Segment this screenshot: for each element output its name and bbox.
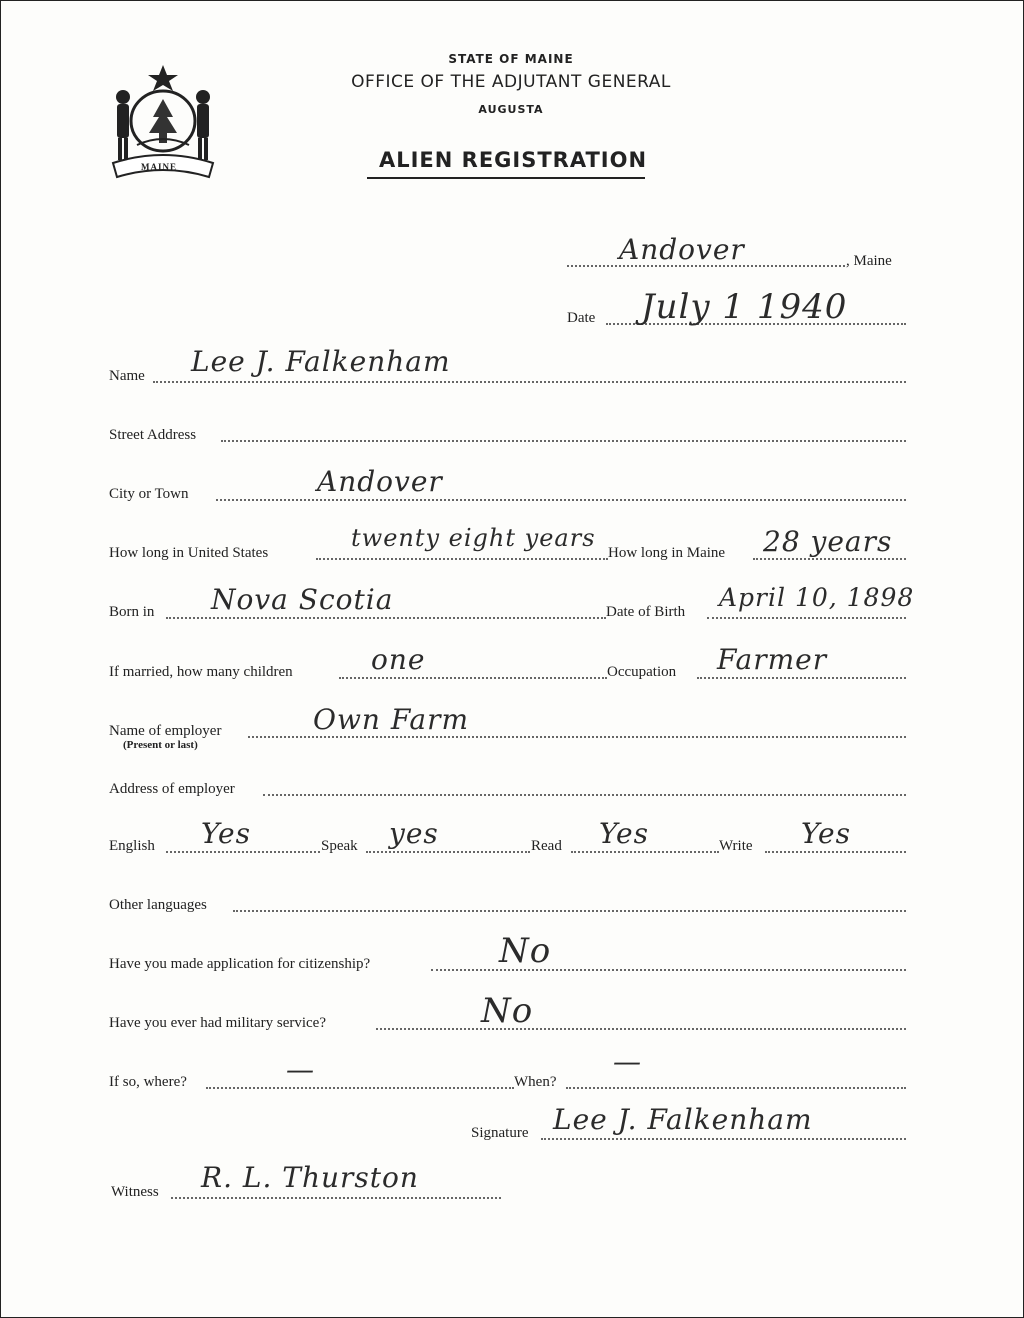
- date-of-birth-label: Date of Birth: [606, 604, 686, 620]
- date-label: Date: [567, 310, 596, 326]
- how-long-us-line: [316, 558, 608, 560]
- employer-address-label: Address of employer: [109, 781, 235, 797]
- seal-banner-text: MAINE: [141, 162, 177, 172]
- military-line: [376, 1028, 906, 1030]
- employer-label: Name of employer: [109, 723, 222, 739]
- witness-line: [171, 1197, 501, 1199]
- maine-label: , Maine: [846, 253, 892, 269]
- form-title: ALIEN REGISTRATION: [378, 148, 648, 172]
- write-value[interactable]: Yes: [801, 817, 851, 850]
- how-long-maine-line: [753, 558, 906, 560]
- other-languages-line: [233, 910, 906, 912]
- employer-line: [248, 736, 906, 738]
- write-label: Write: [719, 838, 753, 854]
- employer-sublabel: (Present or last): [123, 739, 198, 751]
- where-value[interactable]: —: [286, 1053, 315, 1086]
- occupation-label: Occupation: [607, 664, 677, 680]
- date-of-birth-value[interactable]: April 10, 1898: [719, 583, 915, 612]
- occupation-value[interactable]: Farmer: [717, 643, 828, 676]
- born-in-label: Born in: [109, 604, 155, 620]
- citizenship-value[interactable]: No: [499, 931, 552, 971]
- when-line: [566, 1087, 906, 1089]
- state-heading: STATE OF MAINE: [448, 52, 574, 66]
- city-label: City or Town: [109, 486, 189, 502]
- city-value[interactable]: Andover: [317, 465, 443, 498]
- read-label: Read: [531, 838, 562, 854]
- signature-value[interactable]: Lee J. Falkenham: [553, 1103, 813, 1136]
- employer-address-line: [263, 794, 906, 796]
- citizenship-label: Have you made application for citizenship?: [109, 956, 371, 972]
- write-line: [765, 851, 906, 853]
- military-value[interactable]: No: [481, 991, 534, 1031]
- where-line: [206, 1087, 514, 1089]
- witness-value[interactable]: R. L. Thurston: [201, 1161, 419, 1194]
- town-value[interactable]: Andover: [619, 233, 745, 266]
- english-line: [166, 851, 320, 853]
- how-long-us-label: How long in United States: [109, 545, 269, 561]
- witness-label: Witness: [111, 1184, 159, 1200]
- title-underline: [367, 177, 645, 179]
- name-value[interactable]: Lee J. Falkenham: [191, 345, 451, 378]
- name-line: [153, 381, 906, 383]
- speak-value[interactable]: yes: [389, 817, 439, 850]
- speak-label: Speak: [321, 838, 358, 854]
- other-languages-label: Other languages: [109, 897, 207, 913]
- name-label: Name: [109, 368, 145, 384]
- how-long-maine-value[interactable]: 28 years: [763, 525, 893, 558]
- children-line: [339, 677, 607, 679]
- military-label: Have you ever had military service?: [109, 1015, 326, 1031]
- speak-line: [366, 851, 530, 853]
- english-label: English: [109, 838, 155, 854]
- signature-label: Signature: [471, 1125, 529, 1141]
- read-line: [571, 851, 719, 853]
- english-value[interactable]: Yes: [201, 817, 251, 850]
- how-long-us-value[interactable]: twenty eight years: [351, 524, 596, 552]
- children-value[interactable]: one: [371, 643, 426, 676]
- street-label: Street Address: [109, 427, 197, 443]
- signature-line: [541, 1138, 906, 1140]
- born-in-value[interactable]: Nova Scotia: [211, 583, 394, 616]
- employer-value[interactable]: Own Farm: [313, 703, 470, 736]
- street-line: [221, 440, 906, 442]
- when-label: When?: [514, 1074, 557, 1090]
- when-value[interactable]: —: [613, 1045, 642, 1078]
- date-of-birth-line: [707, 617, 906, 619]
- children-label: If married, how many children: [109, 664, 293, 680]
- read-value[interactable]: Yes: [599, 817, 649, 850]
- city-line: [216, 499, 906, 501]
- where-label: If so, where?: [109, 1074, 187, 1090]
- date-value[interactable]: July 1 1940: [641, 287, 848, 327]
- occupation-line: [697, 677, 906, 679]
- city-heading: AUGUSTA: [478, 103, 544, 116]
- how-long-maine-label: How long in Maine: [608, 545, 726, 561]
- office-heading: OFFICE OF THE ADJUTANT GENERAL: [351, 72, 671, 92]
- born-in-line: [166, 617, 606, 619]
